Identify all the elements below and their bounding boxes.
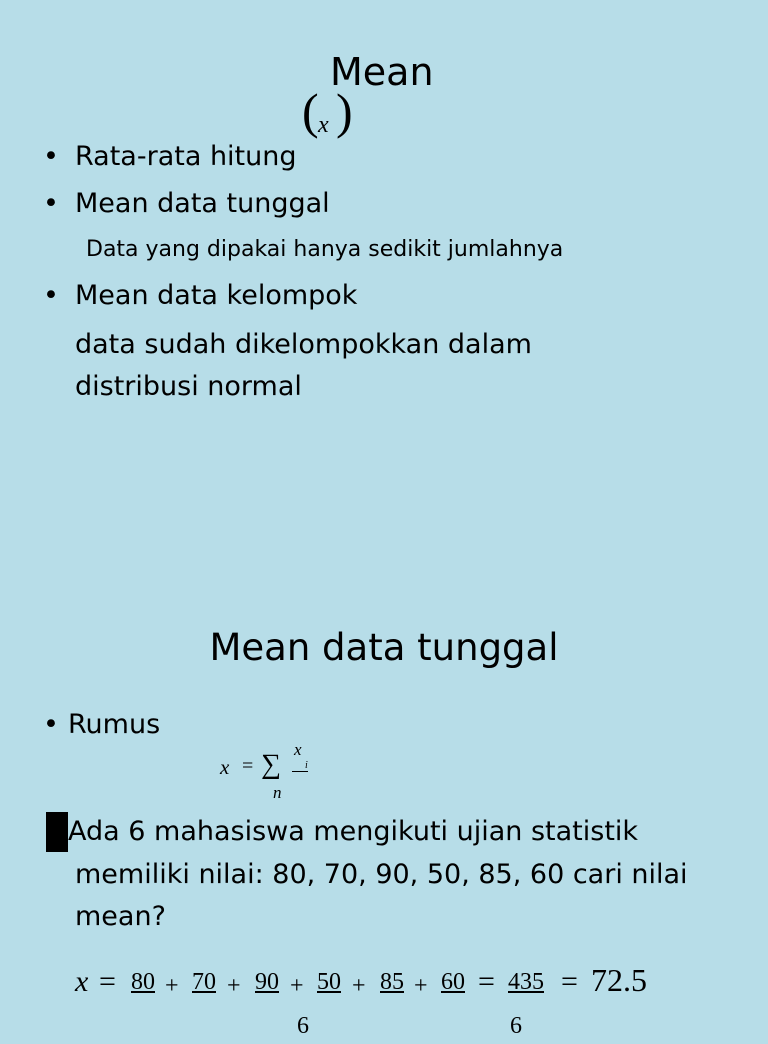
black-marker: [46, 812, 68, 852]
formula-denominator: n: [273, 783, 282, 802]
calc-term: 60: [441, 969, 465, 995]
calc-term: 80: [131, 969, 155, 995]
question-line-2: memiliki nilai: 80, 70, 90, 50, 85, 60 cari nilai: [75, 859, 688, 890]
paragraph-line-2: distribusi normal: [75, 371, 302, 402]
bullet-rata-rata: [43, 140, 297, 174]
formula-subscript: i: [305, 760, 308, 771]
sub-text-data-tunggal: Data yang dipakai hanya sedikit jumlahnya: [86, 237, 564, 262]
calc-sum-value: 435: [508, 969, 544, 995]
fraction-bar: [292, 771, 308, 772]
calc-term: 90: [255, 969, 279, 995]
paragraph-line-1: data sudah dikelompokkan dalam: [75, 329, 532, 360]
calc-plus: +: [227, 973, 241, 999]
calc-plus: +: [414, 973, 428, 999]
formula-lhs: x: [220, 755, 230, 779]
bullet-mean-data-kelompok: [43, 279, 357, 313]
bullet-dot: •: [43, 188, 59, 219]
calc-equals-1: =: [99, 965, 116, 998]
bullet-rumus: [43, 708, 160, 742]
calc-term: 85: [380, 969, 404, 995]
calc-denominator-2: 6: [510, 1013, 522, 1039]
bullet-dot: •: [43, 709, 59, 740]
bullet-text: Rata-rata hitung: [75, 141, 297, 172]
calc-denominator: 6: [297, 1013, 309, 1039]
slide-title-mean: Mean: [330, 50, 434, 94]
formula-numerator: x: [294, 740, 302, 759]
calc-term: 50: [317, 969, 341, 995]
slide-title-mean-data-tunggal: Mean data tunggal: [209, 626, 559, 669]
close-paren: ): [336, 83, 353, 139]
question-line-1: Ada 6 mahasiswa mengikuti ujian statistik: [68, 816, 639, 847]
open-paren: (: [302, 83, 319, 139]
bullet-text: Rumus: [68, 709, 161, 740]
bullet-dot: •: [43, 280, 59, 311]
bullet-text: Mean data kelompok: [75, 280, 358, 311]
x-bar-variable: x: [318, 112, 329, 138]
calc-plus: +: [165, 973, 179, 999]
mean-formula: [220, 740, 320, 800]
mean-symbol: [302, 83, 372, 146]
calc-result: 72.5: [591, 962, 647, 998]
bullet-mean-data-tunggal: [43, 187, 330, 221]
calc-equals-3: =: [561, 965, 578, 998]
sigma-icon: ∑: [261, 749, 281, 780]
mean-calculation: [75, 962, 675, 1039]
bullet-dot: •: [43, 141, 59, 172]
calc-lhs: x: [75, 965, 89, 998]
calc-plus: +: [290, 973, 304, 999]
calc-term: 70: [192, 969, 216, 995]
question-line-3: mean?: [75, 901, 166, 932]
bullet-text: Mean data tunggal: [75, 188, 330, 219]
formula-equals: =: [242, 755, 254, 777]
calc-plus: +: [352, 973, 366, 999]
calc-equals-2: =: [478, 965, 495, 998]
